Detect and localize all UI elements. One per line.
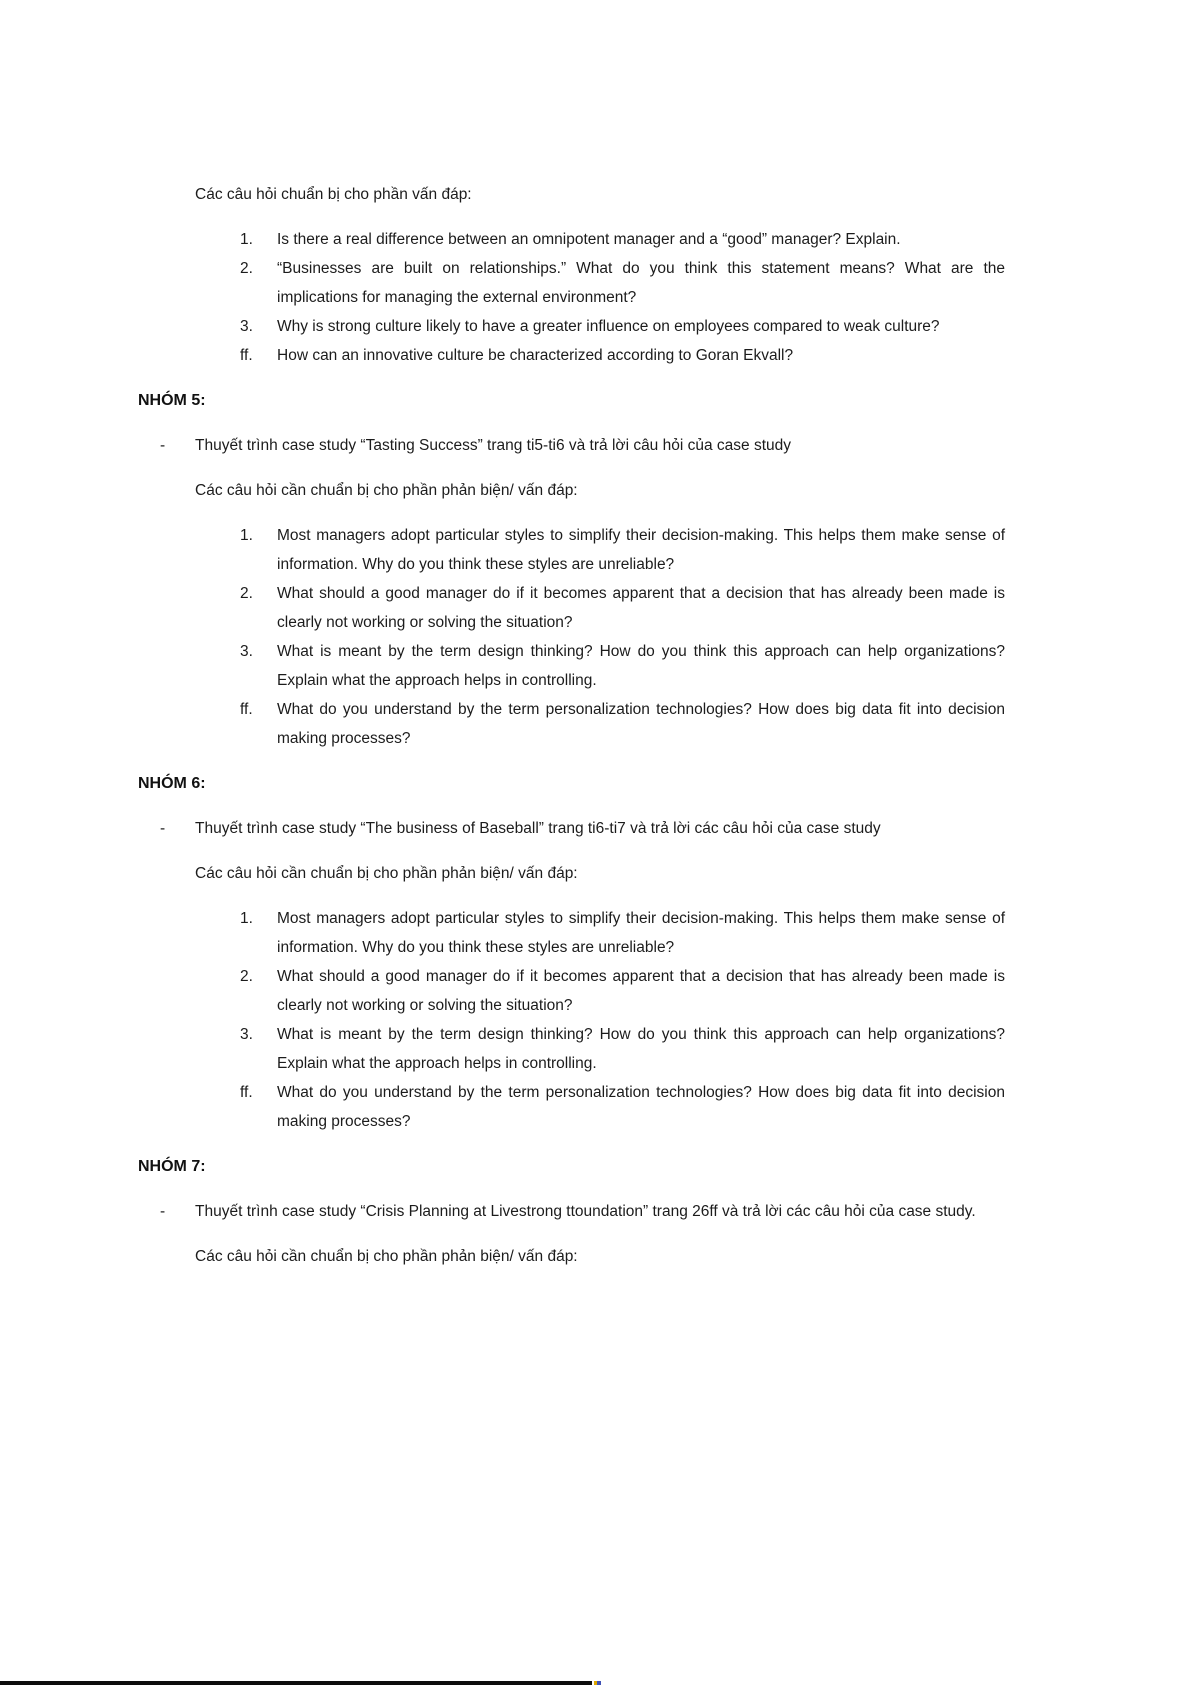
list-item: [138, 312, 1005, 341]
list-marker: 2.: [240, 260, 253, 277]
list-item: [138, 904, 1005, 962]
group6-question-list: [138, 904, 1005, 1136]
dash-bullet-marker: -: [160, 820, 166, 837]
list-item-text: What is meant by the term design thinking? How do you think this approach can help organizations? Explain what the approach helps in controlling.: [277, 1026, 1005, 1072]
list-marker: 3.: [240, 1026, 253, 1043]
list-marker: ff.: [240, 1084, 253, 1101]
intro-question-list: [138, 225, 1005, 370]
list-item: [138, 695, 1005, 753]
document-content: [0, 180, 1191, 1287]
list-marker: 2.: [240, 968, 253, 985]
list-item-text: What do you understand by the term personalization technologies? How does big data fit into decision making processes?: [277, 1084, 1005, 1130]
list-item-text: Most managers adopt particular styles to simplify their decision-making. This helps them make sense of information. Why do you think these styles are unreliable?: [277, 910, 1005, 956]
list-marker: ff.: [240, 347, 253, 364]
group7-bullet: [138, 1197, 1005, 1226]
list-marker: 1.: [240, 910, 253, 927]
dash-bullet-marker: -: [160, 1203, 166, 1220]
group7-heading: NHÓM 7:: [138, 1158, 206, 1175]
list-item: [138, 254, 1005, 312]
list-marker: ff.: [240, 701, 253, 718]
list-item-text: What should a good manager do if it becomes apparent that a decision that has already been made is clearly not working or solving the situation?: [277, 968, 1005, 1014]
list-item: [138, 1020, 1005, 1078]
group5-prep-label: Các câu hỏi cần chuẩn bị cho phần phản biện/ vấn đáp:: [195, 482, 578, 499]
group7-prep-label: Các câu hỏi cần chuẩn bị cho phần phản biện/ vấn đáp:: [195, 1248, 578, 1265]
list-item-text: What is meant by the term design thinking? How do you think this approach can help organizations? Explain what the approach helps in controlling.: [277, 643, 1005, 689]
group7-bullet-text: Thuyết trình case study “Crisis Planning at Livestrong ttoundation” trang 26ff và trả lời các câu hỏi của case study.: [195, 1203, 976, 1220]
group5-bullet: [138, 431, 1005, 460]
group6-bullet: [138, 814, 1005, 843]
list-item: [138, 579, 1005, 637]
list-item: [138, 341, 1005, 370]
cursor-artifact-blue: [597, 1681, 601, 1685]
list-marker: 3.: [240, 318, 253, 335]
list-item-text: How can an innovative culture be characterized according to Goran Ekvall?: [277, 347, 794, 364]
group5-bullet-text: Thuyết trình case study “Tasting Success” trang ti5-ti6 và trả lời câu hỏi của case study: [195, 437, 791, 454]
list-item-text: Most managers adopt particular styles to simplify their decision-making. This helps them make sense of information. Why do you think these styles are unreliable?: [277, 527, 1005, 573]
list-item: [138, 962, 1005, 1020]
list-marker: 2.: [240, 585, 253, 602]
list-marker: 1.: [240, 231, 253, 248]
cursor-artifact: [594, 1681, 601, 1685]
list-item: [138, 1078, 1005, 1136]
group6-heading: NHÓM 6:: [138, 775, 206, 792]
list-item-text: What should a good manager do if it becomes apparent that a decision that has already been made is clearly not working or solving the situation?: [277, 585, 1005, 631]
dash-bullet-marker: -: [160, 437, 166, 454]
group5-heading: NHÓM 5:: [138, 392, 206, 409]
page-bottom-divider: [0, 1681, 592, 1685]
group5-question-list: [138, 521, 1005, 753]
intro-question-label: Các câu hỏi chuẩn bị cho phần vấn đáp:: [195, 186, 472, 203]
list-item-text: “Businesses are built on relationships.” What do you think this statement means? What are the implications for managing the external environment?: [277, 260, 1005, 306]
group6-prep-label: Các câu hỏi cần chuẩn bị cho phần phản biện/ vấn đáp:: [195, 865, 578, 882]
list-item-text: Is there a real difference between an omnipotent manager and a “good” manager? Explain.: [277, 231, 901, 248]
list-item: [138, 637, 1005, 695]
list-item: [138, 225, 1005, 254]
list-item-text: What do you understand by the term personalization technologies? How does big data fit into decision making processes?: [277, 701, 1005, 747]
list-item: [138, 521, 1005, 579]
list-marker: 1.: [240, 527, 253, 544]
group6-bullet-text: Thuyết trình case study “The business of Baseball” trang ti6-ti7 và trả lời các câu hỏi của case study: [195, 820, 881, 837]
list-item-text: Why is strong culture likely to have a greater influence on employees compared to weak culture?: [277, 318, 940, 335]
list-marker: 3.: [240, 643, 253, 660]
